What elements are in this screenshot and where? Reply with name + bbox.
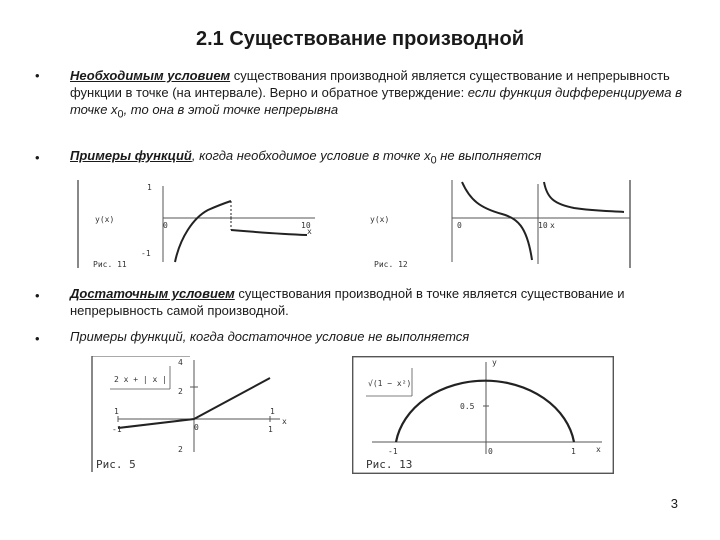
figure-semicircle (352, 356, 614, 474)
paragraph-examples-necessary (70, 147, 715, 170)
fig1-xtick-10: 10 (301, 221, 311, 230)
fig1-ytick-bottom: -1 (141, 249, 151, 258)
p4-text: Примеры функций, когда достаточное условие не выполняется (70, 329, 470, 344)
paragraph-examples-sufficient (70, 328, 715, 345)
fig4-xlabel: x (596, 445, 601, 454)
fig2-xlabel: x (550, 221, 555, 230)
slide-title: 2.1 Существование производной (195, 28, 525, 50)
fig4-xtick-neg1: -1 (388, 447, 398, 456)
fig1-xtick-0: 0 (163, 221, 168, 230)
fig4-ytick-05: 0.5 (460, 402, 475, 411)
fig3-ytick-2: 2 (178, 387, 183, 396)
fig4-caption: Рис. 13 (366, 458, 413, 471)
fig3-ytick-1: 1 (270, 407, 275, 416)
fig3-formula: 2 x + | x | (114, 375, 167, 384)
bullet-marker: • (35, 150, 40, 165)
p2-text-a: , когда необходимое условие в точке x (191, 148, 431, 163)
p1-italic-a: если функция дифференцируема в точке x (70, 85, 682, 117)
fig3-xtick-1: 1 (268, 425, 273, 434)
fig3-left-tick: 1 (114, 407, 119, 416)
term-necessary-condition: Необходимым условием (70, 68, 231, 83)
paragraph-sufficient-condition (70, 285, 670, 319)
fig4-xtick-0: 0 (488, 447, 493, 456)
figure-kink-function (90, 356, 300, 472)
p1-sub-a: 0 (117, 108, 124, 121)
p3-text: существования производной в точке является существование и непрерывность самой производной. (70, 286, 625, 318)
fig3-xtick-neg1: -1 (112, 425, 122, 434)
fig2-xtick-10: 10 (538, 221, 548, 230)
fig2-xtick-0: 0 (457, 221, 462, 230)
fig2-ylabel: y(x) (370, 215, 390, 224)
figure-infinite-discontinuity (362, 178, 637, 270)
paragraph-necessary-condition (70, 67, 715, 124)
p1-italic-b: , то она в этой точке непрерывна (123, 102, 339, 117)
term-examples: Примеры функций (70, 148, 192, 163)
bullet-marker: • (35, 288, 40, 303)
fig1-caption: Рис. 11 (93, 260, 127, 269)
fig4-formula: √(1 − x²) (368, 379, 412, 388)
fig3-ytick-4: 4 (178, 358, 183, 367)
fig3-caption: Рис. 5 (96, 458, 136, 471)
term-sufficient-condition: Достаточным условием (70, 286, 235, 301)
fig4-ylabel: y (492, 358, 497, 367)
p1-text: существования производной является существование и непрерывность функции в точке (на интервале). Верно и обратное утверждение: (70, 68, 670, 100)
fig2-caption: Рис. 12 (374, 260, 408, 269)
fig3-xlabel: x (282, 417, 287, 426)
p2-text-b: не выполняется (436, 148, 542, 163)
page-number: 3 (670, 496, 678, 511)
fig1-ytick-top: 1 (147, 183, 152, 192)
fig3-xtick-0: 0 (194, 423, 199, 432)
p2-sub: 0 (430, 154, 437, 167)
bullet-marker: • (35, 331, 40, 346)
fig1-xlabel: x (307, 227, 312, 236)
figure-discontinuous-jump (75, 178, 320, 270)
fig3-ytick-neg: 2 (178, 445, 183, 454)
bullet-marker: • (35, 68, 40, 83)
fig1-ylabel: y(x) (95, 215, 115, 224)
fig4-xtick-1: 1 (571, 447, 576, 456)
